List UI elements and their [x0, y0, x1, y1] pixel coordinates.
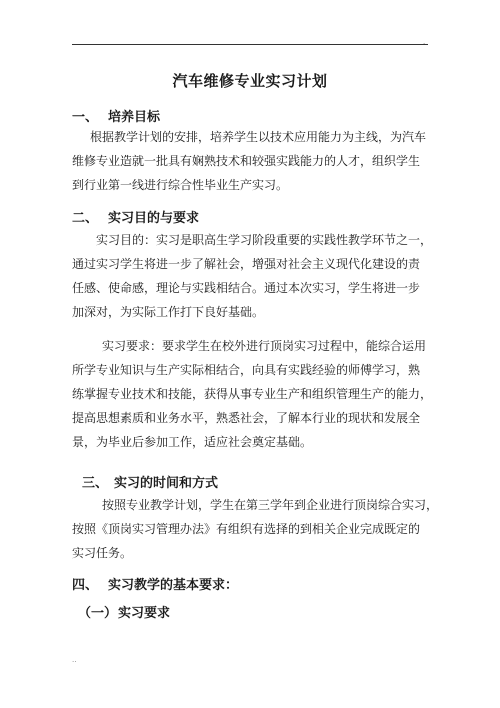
section-3-paragraph [72, 493, 438, 565]
paragraph-line: 根据教学计划的安排，培养学生以技术应用能力为主线，为汽车 [90, 130, 427, 144]
paragraph-line: 实习任务。 [72, 546, 133, 560]
paragraph-line: 按照《顶岗实习管理办法》有组织有选择的到相关企业完成既定的 [72, 522, 421, 536]
paragraph-line: 实习目的：实习是职高生学习阶段重要的实践性教学环节之一， [96, 233, 433, 247]
section-1-paragraph [72, 125, 426, 197]
header-dot-mark: . [423, 38, 426, 46]
paragraph-line: 加深对，为实际工作打下良好基础。 [72, 305, 265, 319]
subsection-heading [78, 602, 170, 621]
paragraph-line: 通过实习学生将进一步了解社会，增强对社会主义现代化建设的责 [72, 257, 421, 271]
subsection-number: （一） [78, 606, 118, 621]
section-heading-4 [72, 574, 238, 593]
paragraph-line: 任感、使命感，理论与实践相结合。通过本次实习，学生将进一步 [72, 281, 421, 295]
paragraph-line: 所学专业知识与生产实际相结合，向具有实践经验的师傅学习，熟 [72, 363, 421, 377]
section-2-paragraph-requirements [72, 334, 432, 454]
paragraph-line: 练掌握专业技术和技能，获得从事专业生产和组织管理生产的能力， [72, 387, 433, 401]
section-number: 二、 [72, 211, 99, 226]
section-2-paragraph-purpose [72, 228, 432, 324]
paragraph-line: 到行业第一线进行综合性毕业生产实习。 [72, 178, 289, 192]
paragraph-line: 维修专业造就一批具有娴熟技术和较强实践能力的人才，组织学生 [72, 154, 421, 168]
section-title: 实习教学的基本要求： [108, 578, 239, 593]
section-heading-2 [72, 207, 199, 226]
section-heading-3 [82, 472, 218, 491]
section-number: 三、 [82, 476, 109, 491]
paragraph-line: 提高思想素质和业务水平，熟悉社会，了解本行业的现状和发展全 [72, 411, 421, 425]
section-title: 实习的时间和方式 [114, 476, 219, 491]
header-rule [72, 44, 428, 45]
section-heading-1 [72, 106, 160, 125]
paragraph-line: 景，为毕业后参加工作，适应社会奠定基础。 [72, 435, 313, 449]
footer-dot-mark: .. [72, 656, 77, 664]
document-title: 汽车维修专业实习计划 [172, 72, 328, 90]
subsection-title: 实习要求 [118, 606, 171, 621]
paragraph-line: 实习要求：要求学生在校外进行顶岗实习过程中，能综合运用 [102, 339, 427, 353]
section-number: 四、 [72, 578, 99, 593]
section-title: 实习目的与要求 [108, 211, 200, 226]
section-number: 一、 [72, 110, 99, 125]
paragraph-line: 按照专业教学计划，学生在第三学年到企业进行顶岗综合实习， [102, 498, 439, 512]
section-title: 培养目标 [108, 110, 161, 125]
